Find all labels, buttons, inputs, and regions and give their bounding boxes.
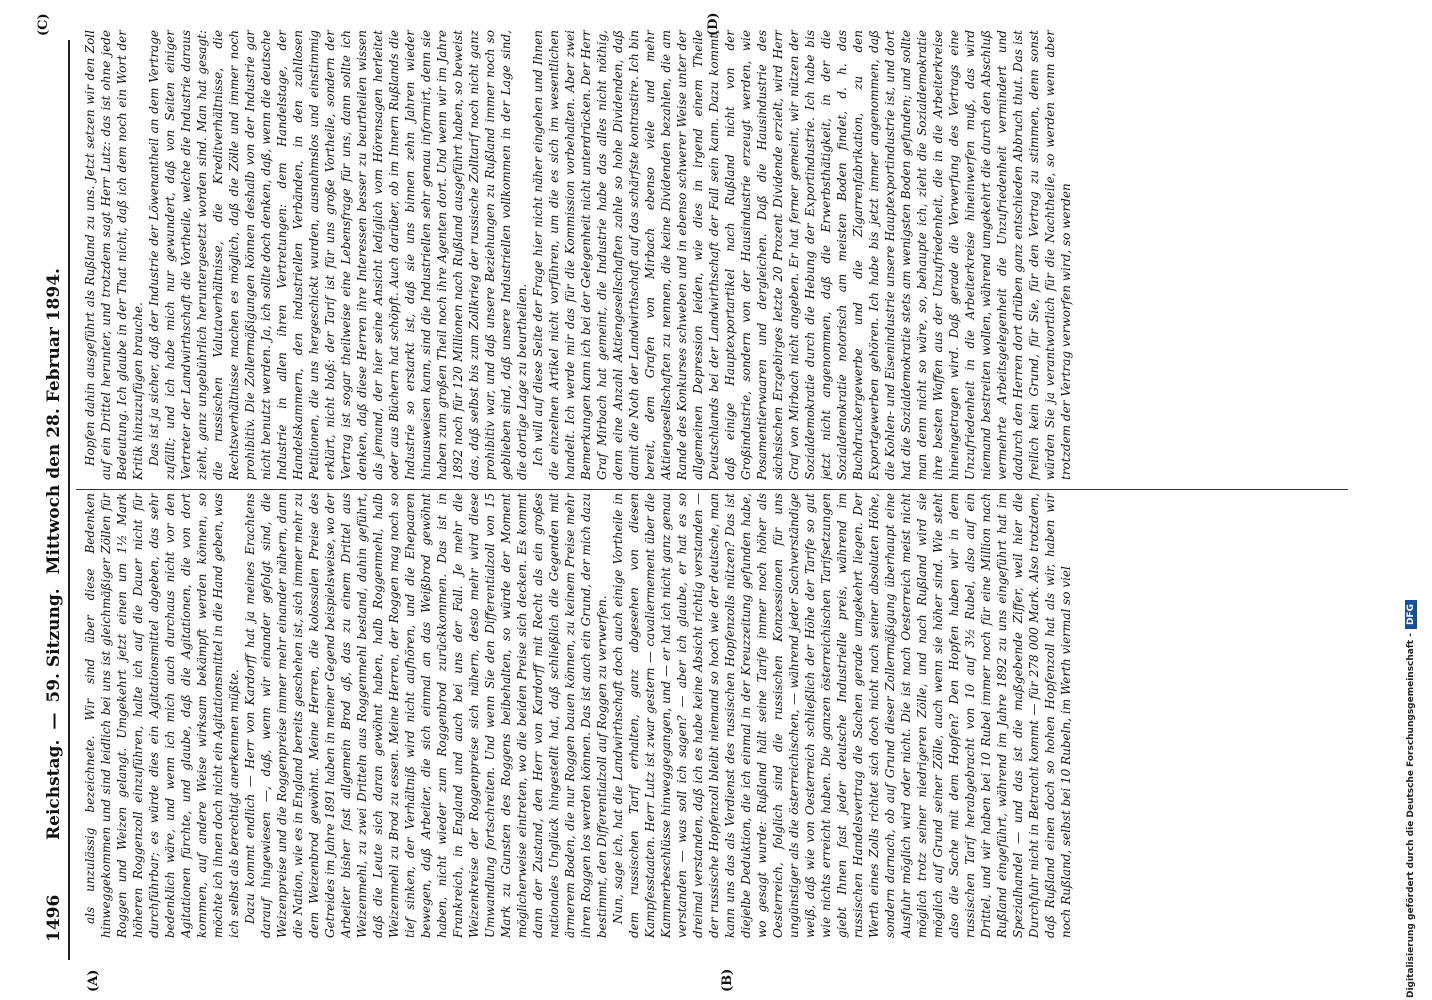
margin-letter-c: (C) xyxy=(36,13,51,36)
session-label: 59. Sitzung. xyxy=(44,588,64,703)
digitization-credit xyxy=(1405,2,1427,998)
page-number: 1496 xyxy=(44,894,64,942)
margin-letter-d: (D) xyxy=(706,12,721,36)
page-header xyxy=(38,40,70,960)
paragraph: Hopfen dahin ausgeführt als Rußland zu uns. Jetzt setzen wir den Zoll auf ein Drittel herunter, und trotzdem sagt Herr Lutz: das ist ohne jede Bedeutung. Ich glaube in der That nicht, daß ich dem noch ein Wort der Kritik hinzuzufügen brauche. xyxy=(83,30,145,480)
credit-text: Digitalisierung gefördert durch die Deutsche Forschungsgemeinschaft - xyxy=(1406,633,1416,998)
paragraph: Das ist ja sicher, daß der Industrie der Löwenantheil an dem Vertrage zufällt; und ich habe mich nur gewundert, daß von Seiten einiger Vertreter der Landwirthschaft die Vortheile, welche die Industrie daraus zieht, ganz ungebührlich heruntergesetzt worden sind. Man hat gesagt: die russischen Valutaverhältnisse, die Kreditverhältnisse, die Rechtsverhältnisse machen es möglich, daß die Zölle und immer noch prohibitiv. Die Zollermäßigungen können deshalb von der Industrie gar nicht benutzt werden. Ja, ich sollte doch denken, daß, wenn die deutsche Industrie in allen ihren Vertretungen: dem Handelstage, der Handelskammern, den industriellen Verbänden, in den zahllosen Petitionen, die uns hergeschickt wurden, ausnahmslos und einstimmig erklärt, nicht bloß: der Tarif ist für uns große Vortheile, sondern der Vertrag ist sogar theilweise eine Lebensfrage für uns, dann sollte ich denken, daß diese Herren ihre Interessen besser zu beurtheilen wissen als jemand, der hier seine Ansicht lediglich vom Hörensagen herleitet oder aus Büchern hat schöpft. Auch darüber, ob im Innern Rußlands die Industrie so erstarkt ist, daß sie uns binnen zehn Jahren wieder hinausweisen kann, sind die Industriellen sehr genau informirt, denn sie haben zum großen Theil noch ihre Agenten dort. Und wenn wir im Jahre 1892 noch für 120 Millionen nach Rußland ausgeführt haben, so beweist das, daß selbst bis zum Zollkrieg der russische Zolltarif noch nicht ganz prohibitiv war, und daß unsere Beziehungen zu Rußland immer noch so geblieben sind, daß unsere Industriellen vollkommen in der Lage sind, die dortige Lage zu beurtheilen. xyxy=(147,30,529,480)
paragraph: Nun, sage ich, hat die Landwirthschaft doch auch einige Vortheile in dem russischen Tarif erhalten, ganz abgesehen von diesen Kampfesstaaten. Herr Lutz ist zwar gestern — cavaliermement über die Kammerbeschlüsse hinweggegangen, und — er hat ich nicht ganz genau verstanden — was soll ich sagen? — aber ich glaube, er hat es so dreimal verstanden, daß ich es habe keine Absicht richtig verstanden — der russische Hopfenzoll bleibt niemand so hoch wie der deutsche, man kann uns das als Verdienst des russischen Hopfenzolls nützen? Das ist diejelbe Deduktion, die ich einmal in der Kreuzzeitung gefunden habe, wo gesagt wurde: Rußland hält seine Tarife immer noch höher als Oesterreich, folglich sind die russischen Konzessionen für uns ungünstiger als die österreichischen, — während jeder Sachverständige weiß, daß wie von Oesterreich schließlich der Höhe der Tarife so gut wie nichts erreicht haben. Die ganzen österreichischen Tarifsetzungen giebt Ihnen fast jeder deutsche Industrielle preis, während im russischen Handelsvertrag die Sachen gerade umgekehrt liegen. Der Werth eines Zolls richtet sich doch nicht nach seiner absoluten Höhe, sondern darnach, ob auf Grund dieser Zollermäßigung überhaupt eine Ausfuhr möglich wird oder nicht. Die ist nach Oesterreich meist nicht möglich trotz seiner niedrigeren Zölle, und nach Rußland wird sie möglich auf Grund seiner Zölle, auch wenn sie höher sind. Wie steht also die Sache mit dem Hopfen? Den Hopfen haben wir in dem russischen Tarif herabgebracht von 10 auf 3½ Rubel, also auf ein Drittel, und wir haben bei 10 Rubel immer noch für eine Million nach Rußland eingeführt, während im Jahre 1892 zu uns eingeführt hat im Spezialhandel — und das ist die maßgebende Ziffer, weil hier die Durchfuhr nicht in Betracht kommt — für 278 000 Mark. Also trotzdem, daß Rußland einen doch so hohen Hopfenzoll hat als wir, haben wir noch Rußland, selbst bei 10 Rubeln, im Werth viermal so viel xyxy=(611,493,1073,938)
paragraph: als unzulässig bezeichnete. Wir sind über diese Bedenken hinweggekommen und sind leidlich bei uns ist gleichmäßiger Zöllen für Roggen und Weizen gelangt. Umgekehrt jetzt einen um 1½ Mark höheren Roggenzoll einzuführen, halte ich auf die Dauer nicht für durchführbar; es würde dies ein Agitationsmittel abgeben, das sehr bedenklich wäre, und wenn ich mich auch durchaus nicht vor den Agitationen fürchte, und glaube, daß die Agitationen, die von dort kommen, auf andere Weise wirksam bekämpft werden können, so möchte ich ihnen doch nicht ein Agitationsmittel in die Hand geben, was ich selbst als berechtigt anerkennen müßte. xyxy=(83,493,241,938)
session-date: Mittwoch den 28. Februar 1894. xyxy=(44,268,64,575)
margin-letter-a: (A) xyxy=(86,969,101,992)
right-text-column xyxy=(82,30,1344,480)
paragraph: Ich will auf diese Seite der Frage hier nicht näher eingehen und Ihnen die einzelnen Artikel nicht vorführen, um die es sich im wesentlichen handelt. Ich werde mir das für die Kommission vorbehalten. Aber zwei Bemerkungen kann ich bei der Gelegenheit nicht unterdrücken. Der Herr Graf Mirbach hat gemeint, die Industrie habe das alles nicht nöthig, denn eine Anzahl Aktiengesellschaften zahle so hohe Dividenden, daß damit die Noth der Landwirthschaft auf das schärfste kontrastire. Ich bin bereit, dem Grafen von Mirbach ebenso viele und mehr Aktiengesellschaften zu nennen, die keine Dividenden bezahlen, die am Rande des Konkurses schweben und in ebenso schwerer Weise unter der allgemeinen Depression leiden, wie dies in irgend einem Theile Deutschlands bei der Landwirthschaft der Fall sein kann. Dazu kommt, daß einige Hauptexportartikel nach Rußland nicht von der Großindustrie, sondern von der Hausindustrie erzeugt werden, wie Posamentierwaaren und dergleichen. Daß die Hausindustrie des sächsischen Erzgebirges letzte 20 Prozent Dividende erzielt, wird Herr Graf von Mirbach nicht angeben. Er hat ferner gemeint, wir nützen der Sozialdemokratie durch die Hebung der Exportindustrie. Ich habe bis jetzt nicht angenommen, daß die Erwerbsthätigkeit, in der die Sozialdemokratie notorisch am meisten Boden findet, d. h. das Buchdruckergewerbe und die Zigarrenfabrikation, zu den Exportgewerben gehören. Ich habe bis jetzt immer angenommen, daß die Kohlen- und Eisenindustrie unsere Hauptexportindustrie ist, und dort hat die Sozialdemokratie stets am wenigsten Boden gefunden; und sollte man denn nicht so wäre, so, behaupte ich, zieht die Sozialdemokratie ihre besten Waffen aus der Unzufriedenheit, die in die Arbeiterkreise hineingetragen wird. Daß gerade die Verwerfung des Vertrags eine Unzufriedenheit in die Arbeiterkreise hineinwerfen muß, das wird niemand bestreiten wollen, während umgekehrt die durch den Abschluß vermehrte Arbeitsgelegenheit die Unzufriedenheit vermindert und dadurch den Herren dort drüben ganz entschieden Abbruch thut. Das ist freilich kein Grund, für Sie, für den Vertrag zu stimmen, denn sonst würden Sie ja verantwortlich für die Nachtheile, so werden wenn aber trotzdem der Vertrag verworfen wird, so werden xyxy=(531,30,1073,480)
column-divider xyxy=(76,489,1348,490)
dfg-logo: DFG xyxy=(1405,600,1417,629)
header-title: Reichstag.—59. Sitzung.Mittwoch den 28. Februar 1894. xyxy=(44,268,64,840)
left-text-column xyxy=(82,493,1344,938)
publication-name: Reichstag. xyxy=(44,739,64,840)
margin-letter-b: (B) xyxy=(720,968,735,992)
paragraph: Dazu kommt endlich — Herr von Kardorff hat ja meines Erachtens darauf hingewiesen —, daß, wenn wir einander gefolgt sind, die Weizenpreise und die Roggenpreise immer mehr einander nähern, dann die Nation, wie es in England bereits geschehen ist, sich immer mehr zu dem Weizenbrod gewöhnt. Meine Herren, die kolossalen Preise des Getreides im Jahre 1891 haben in meiner Gegend beispielsweise, wo der Arbeiter bisher fast allgemein Brod aß, das zu einem Drittel aus Weizenmehl, zu zwei Dritteln aus Roggenmehl bestand, dahin geführt, daß die Leute sich daran gewöhnt haben, halb Roggenmehl, halb Weizenmehl zu Brod zu essen. Meine Herren, der Roggen mag noch so tief sinken, der Verhältniß wird nicht aufhören, und die Ehepaaren bewegen, daß Arbeiter, die sich einmal an das Weißbrod gewöhnt haben, nicht wieder zum Roggenbrod zurückkommen. Das ist in Frankreich, in England und auch bei uns der Fall. Je mehr die Weizenkreise der Roggenpreise sich nähern, desto mehr wird diese Umwandlung fortschreiten. Und wenn Sie den Differentialzoll von 15 Mark zu Gunsten des Roggens beibehalten, so würde der Moment möglicherweise eintreten, wo die beiden Preise sich decken. Es kommt dann der Zustand, den Herr von Kardorff mit Recht als ein großes nationales Unglück hingestellt hat, daß schließlich die Gegenden mit ärmerem Boden, die nur Roggen bauen können, zu keinem Preise mehr ihren Roggen los werden können. Das ist auch ein Grund, der mich dazu bestimmt, den Differentialzoll auf Roggen zu verwerfen. xyxy=(243,493,609,938)
